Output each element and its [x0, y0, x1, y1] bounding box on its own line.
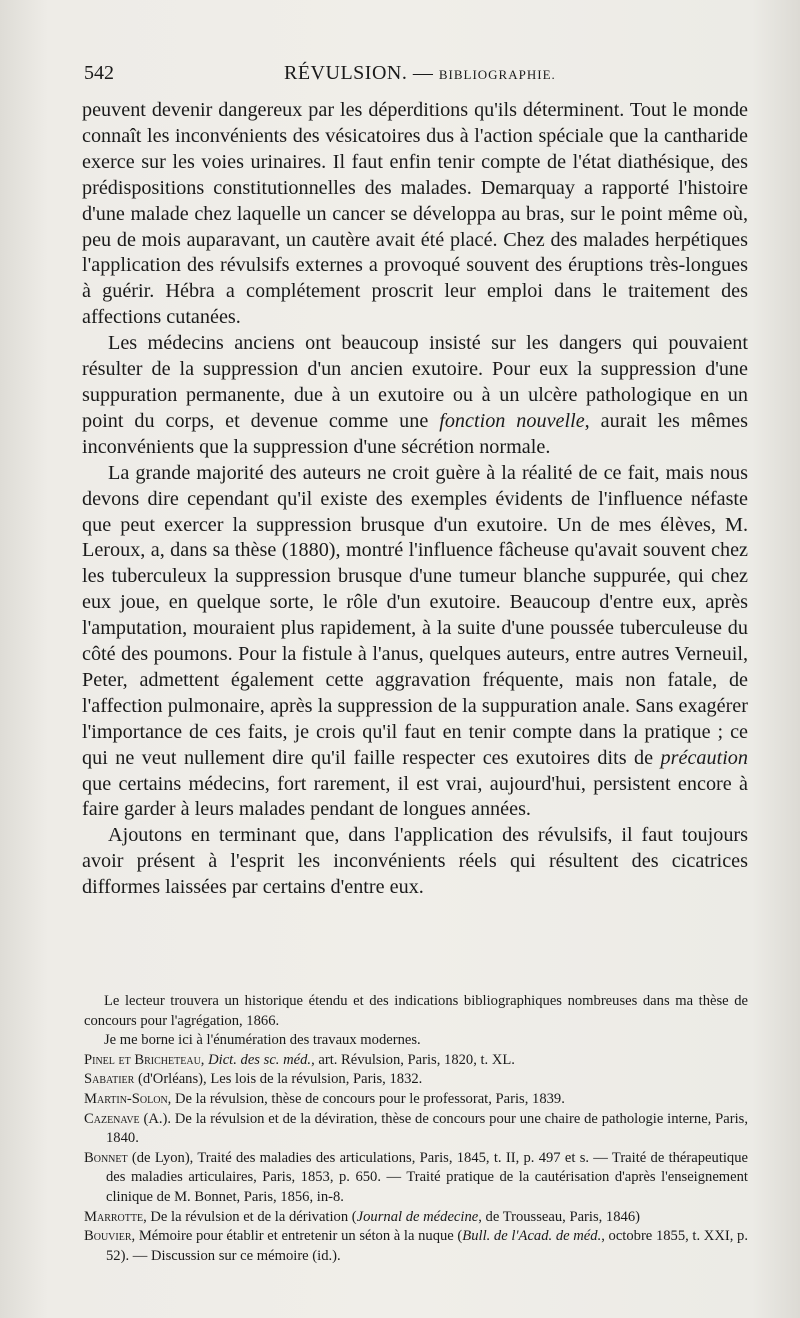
reference-text: De la révulsion, thèse de concours pour le professorat, Paris, 1839.	[171, 1090, 565, 1107]
paragraph-3	[82, 461, 748, 824]
reference-martin-solon	[84, 1090, 748, 1110]
reference-bouvier	[84, 1227, 748, 1266]
reference-title: Bull. de l'Acad. de méd.	[462, 1228, 602, 1245]
reference-text: Mémoire pour établir et entretenir un séton à la nuque (	[135, 1228, 463, 1245]
bibliography-intro-2: Je me borne ici à l'énumération des travaux modernes.	[104, 1032, 421, 1049]
paragraph-2	[82, 331, 748, 461]
bibliography	[84, 992, 748, 1266]
paragraph-2-part-a: Les médecins anciens ont beaucoup insisté sur les dangers qui pouvaient résulter de la suppression d'un ancien exutoire. Pour eux la suppression d'une suppuration permanente, due à un exutoire ou à un ulcère pathologique en un point du corps, et devenue comme une	[82, 332, 748, 432]
reference-author: Bonnet	[84, 1149, 128, 1166]
reference-author: Martin-Solon,	[84, 1090, 172, 1107]
paragraph-2-part-b: , aurait les mêmes inconvénients que la suppression d'une sécrétion normale.	[82, 409, 749, 458]
reference-text: (de Lyon), Traité des maladies des articulations, Paris, 1845, t. II, p. 497 et s. — Traité de thérapeutique des maladies articulaires, Paris, 1853, p. 650. — Traité pratique de la cautérisation d'après l'enseignement clinique de M. Bonnet, Paris, 1856, in-8.	[106, 1149, 748, 1205]
bibliography-intro-1: Le lecteur trouvera un historique étendu et des indications bibliographiques nombreuses dans ma thèse de concours pour l'agrégation, 1866.	[84, 993, 748, 1029]
paragraph-4: Ajoutons en terminant que, dans l'application des révulsifs, il faut toujours avoir présent à l'esprit les inconvénients réels qui résultent des cicatrices difformes laissées par certains d'entre eux.	[82, 824, 748, 899]
reference-title: Dict. des sc. méd.	[208, 1051, 312, 1068]
paragraph-1: peuvent devenir dangereux par les déperditions qu'ils déterminent. Tout le monde connaît les inconvénients des vésicatoires dus à l'action spéciale que la cantharide exerce sur les voies urinaires. Il faut enfin tenir compte de l'état diathésique, des prédispositions constitutionnelles des malades. Demarquay a rapporté l'histoire d'une malade chez laquelle un cancer se développa au bras, sur le point même où, peu de mois auparavant, un cautère avait été placé. Chez des malades herpétiques l'application des révulsifs externes a provoqué souvent des éruptions très-longues à guérir. Hébra a complétement proscrit leur emploi dans le traitement des affections cutanées.	[82, 99, 748, 329]
reference-text: , de Trousseau, Paris, 1846)	[478, 1208, 640, 1225]
reference-marrotte	[84, 1208, 748, 1228]
page-header	[84, 62, 748, 92]
reference-text: (d'Orléans), Les lois de la révulsion, Paris, 1832.	[134, 1071, 423, 1088]
reference-text: , octobre 1855, t. XXI, p. 52). — Discussion sur ce mémoire (id.).	[106, 1228, 748, 1264]
page-number: 542	[84, 62, 114, 84]
reference-bonnet	[84, 1149, 748, 1208]
reference-text: De la révulsion et de la dérivation (	[146, 1208, 357, 1225]
reference-text: (A.). De la révulsion et de la déviration, thèse de concours pour une chaire de pathologie interne, Paris, 1840.	[106, 1110, 748, 1147]
reference-text: , art. Révulsion, Paris, 1820, t. XL.	[311, 1051, 515, 1068]
reference-author: Marrotte,	[84, 1208, 147, 1225]
reference-author: Bouvier,	[84, 1228, 136, 1245]
main-text	[82, 98, 748, 901]
paragraph-3-part-a: La grande majorité des auteurs ne croit guère à la réalité de ce fait, mais nous devons dire cependant qu'il existe des exemples évidents de l'influence néfaste que peut exercer la suppression brusque d'un exutoire. Un de mes élèves, M. Leroux, a, dans sa thèse (1880), montré l'influence fâcheuse qu'avait souvent chez les tuberculeux la suppression brusque d'une tumeur blanche suppurée, qui chez eux joue, en quelque sorte, le rôle d'un exutoire. Beaucoup d'entre eux, après l'amputation, mouraient plus rapidement, à la suite d'une poussée tuberculeuse du côté des poumons. Pour la fistule à l'anus, quelques auteurs, entre autres Verneuil, Peter, admettent également cette aggravation fréquente, mais non fatale, de l'affection pulmonaire, après la suppression de la suppuration anale. Sans exagérer l'importance de ces faits, je crois qu'il faut en tenir compte dans la pratique ; ce qui ne veut nullement dire qu'il faille respecter ces exutoires dits de	[82, 461, 748, 769]
reference-pinel	[84, 1051, 748, 1071]
running-title-sub: BIBLIOGRAPHIE.	[438, 67, 556, 82]
running-title-main: RÉVULSION. —	[284, 62, 434, 84]
paragraph-3-emphasis: précaution	[660, 746, 748, 769]
reference-sabatier	[84, 1070, 748, 1090]
reference-cazenave	[84, 1110, 748, 1149]
reference-author: Sabatier	[84, 1071, 135, 1088]
paragraph-2-emphasis: fonction nouvelle	[439, 409, 585, 432]
paragraph-3-part-b: que certains médecins, fort rarement, il est vrai, aujourd'hui, persistent encore à faire garder à leurs malades pendant de longues années.	[82, 772, 748, 821]
reference-author: Cazenave	[84, 1110, 140, 1127]
reference-author: Pinel et Bricheteau,	[84, 1051, 205, 1068]
reference-title: Journal de médecine	[356, 1208, 479, 1225]
running-title	[284, 62, 556, 85]
